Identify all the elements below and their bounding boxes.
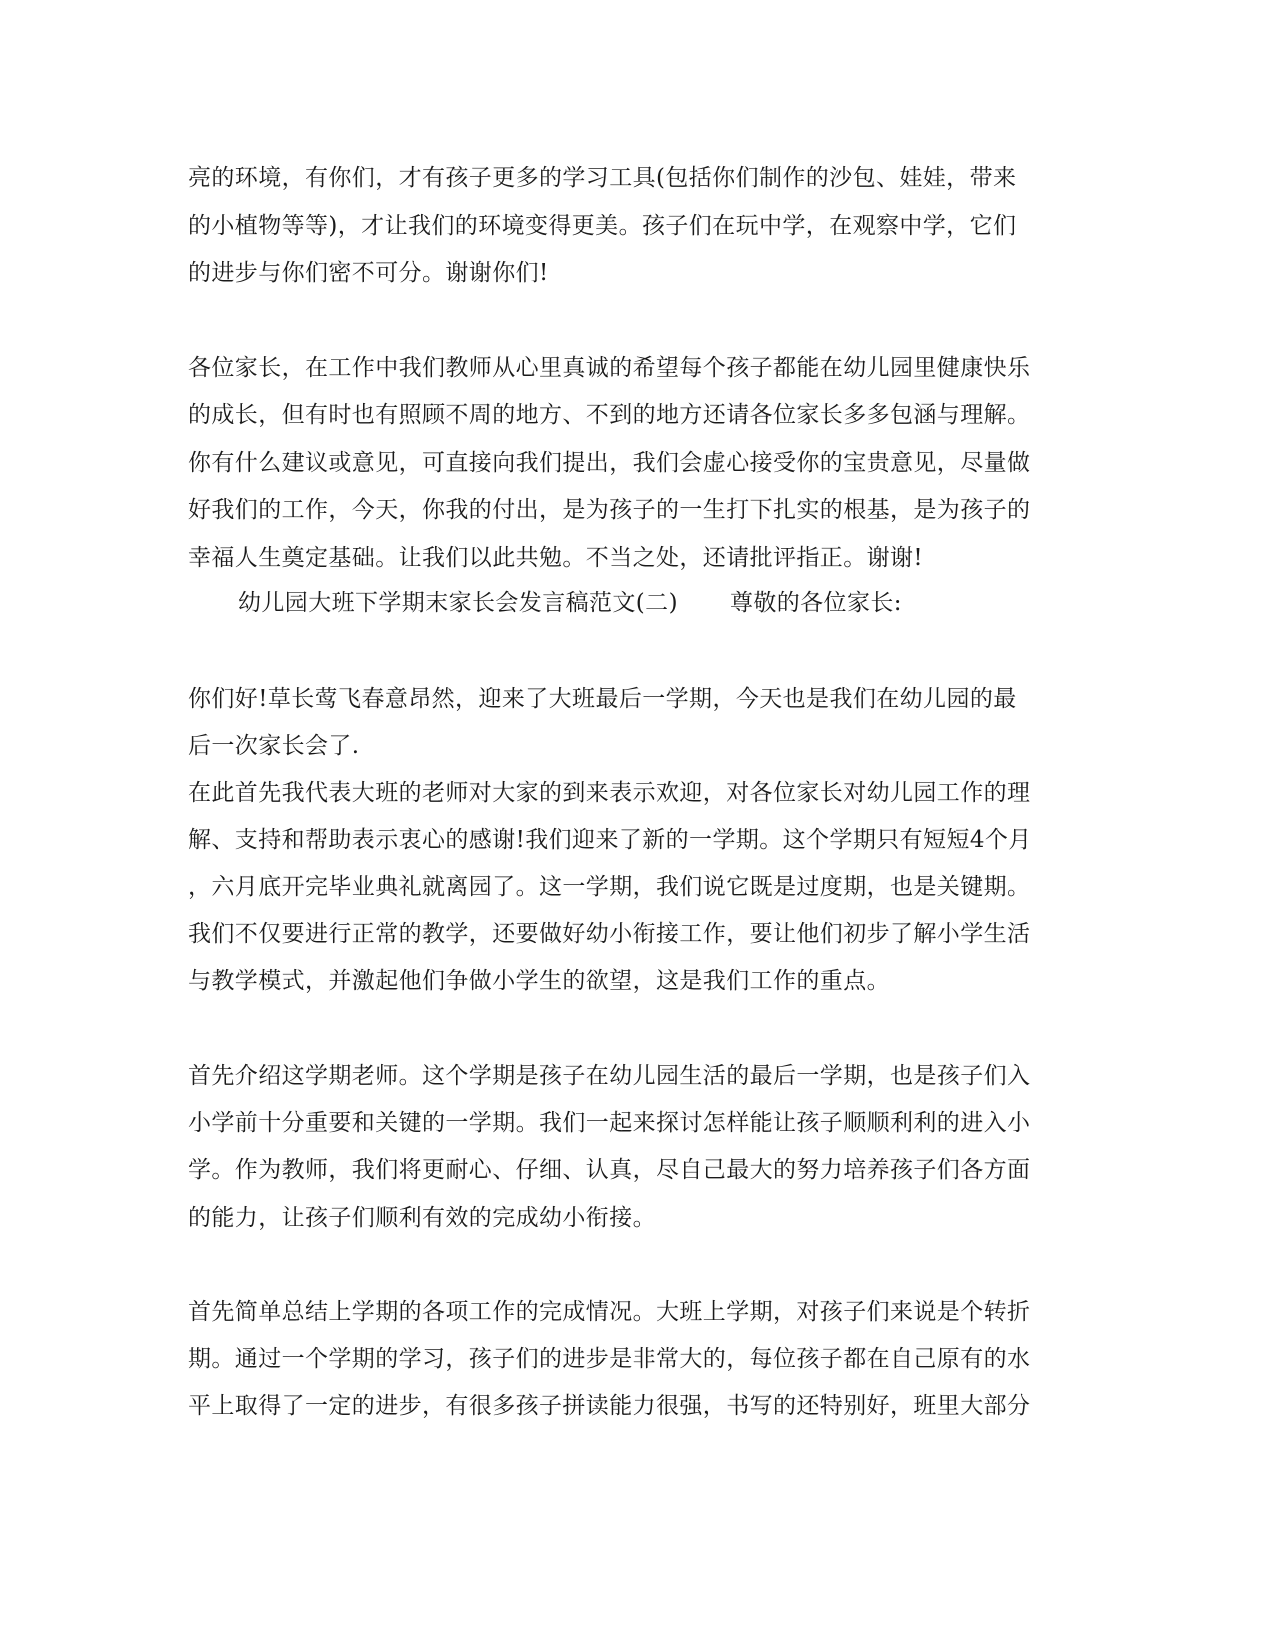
- paragraph-2-line-2: 的成长，但有时也有照顾不周的地方、不到的地方还请各位家长多多包涵与理解。: [188, 402, 1031, 428]
- paragraph-3-line-3: 在此首先我代表大班的老师对大家的到来表示欢迎，对各位家长对幼儿园工作的理: [188, 780, 1031, 806]
- section-title: 幼儿园大班下学期末家长会发言稿范文(二): [238, 590, 678, 616]
- paragraph-2-line-3: 你有什么建议或意见，可直接向我们提出，我们会虚心接受你的宝贵意见，尽量做: [188, 450, 1031, 476]
- paragraph-5-line-2: 期。通过一个学期的学习，孩子们的进步是非常大的，每位孩子都在自己原有的水: [188, 1346, 1031, 1372]
- salutation: 尊敬的各位家长:: [729, 590, 902, 616]
- paragraph-3-line-7: 与教学模式，并激起他们争做小学生的欲望，这是我们工作的重点。: [188, 968, 890, 994]
- paragraph-4-line-3: 学。作为教师，我们将更耐心、仔细、认真，尽自己最大的努力培养孩子们各方面: [188, 1157, 1031, 1183]
- paragraph-1-line-2: 的小植物等等)，才让我们的环境变得更美。孩子们在玩中学，在观察中学，它们: [188, 213, 1017, 239]
- paragraph-2-line-4: 好我们的工作，今天，你我的付出，是为孩子的一生打下扎实的根基，是为孩子的: [188, 497, 1031, 523]
- paragraph-3-line-5: ，六月底开完毕业典礼就离园了。这一学期，我们说它既是过度期，也是关键期。: [188, 874, 1031, 900]
- paragraph-3-line-6: 我们不仅要进行正常的教学，还要做好幼小衔接工作，要让他们初步了解小学生活: [188, 921, 1031, 947]
- paragraph-2-line-5: 幸福人生奠定基础。让我们以此共勉。不当之处，还请批评指正。谢谢!: [188, 545, 924, 571]
- paragraph-3-line-4: 解、支持和帮助表示衷心的感谢!我们迎来了新的一学期。这个学期只有短短4个月: [188, 827, 1032, 853]
- paragraph-4-line-1: 首先介绍这学期老师。这个学期是孩子在幼儿园生活的最后一学期，也是孩子们入: [188, 1063, 1031, 1089]
- paragraph-5-line-3: 平上取得了一定的进步，有很多孩子拼读能力很强，书写的还特别好，班里大部分: [188, 1393, 1031, 1419]
- paragraph-3-line-2: 后一次家长会了.: [188, 733, 360, 759]
- paragraph-1-line-1: 亮的环境，有你们，才有孩子更多的学习工具(包括你们制作的沙包、娃娃，带来: [188, 165, 1017, 191]
- paragraph-4-line-4: 的能力，让孩子们顺利有效的完成幼小衔接。: [188, 1205, 656, 1231]
- paragraph-2-line-1: 各位家长，在工作中我们教师从心里真诚的希望每个孩子都能在幼儿园里健康快乐: [188, 355, 1031, 381]
- paragraph-5-line-1: 首先简单总结上学期的各项工作的完成情况。大班上学期，对孩子们来说是个转折: [188, 1299, 1031, 1325]
- paragraph-4-line-2: 小学前十分重要和关键的一学期。我们一起来探讨怎样能让孩子顺顺利利的进入小: [188, 1110, 1031, 1136]
- paragraph-1-line-3: 的进步与你们密不可分。谢谢你们!: [188, 260, 549, 286]
- paragraph-3-line-1: 你们好!草长莺飞春意昂然，迎来了大班最后一学期，今天也是我们在幼儿园的最: [188, 686, 1017, 712]
- section-heading: [238, 588, 902, 618]
